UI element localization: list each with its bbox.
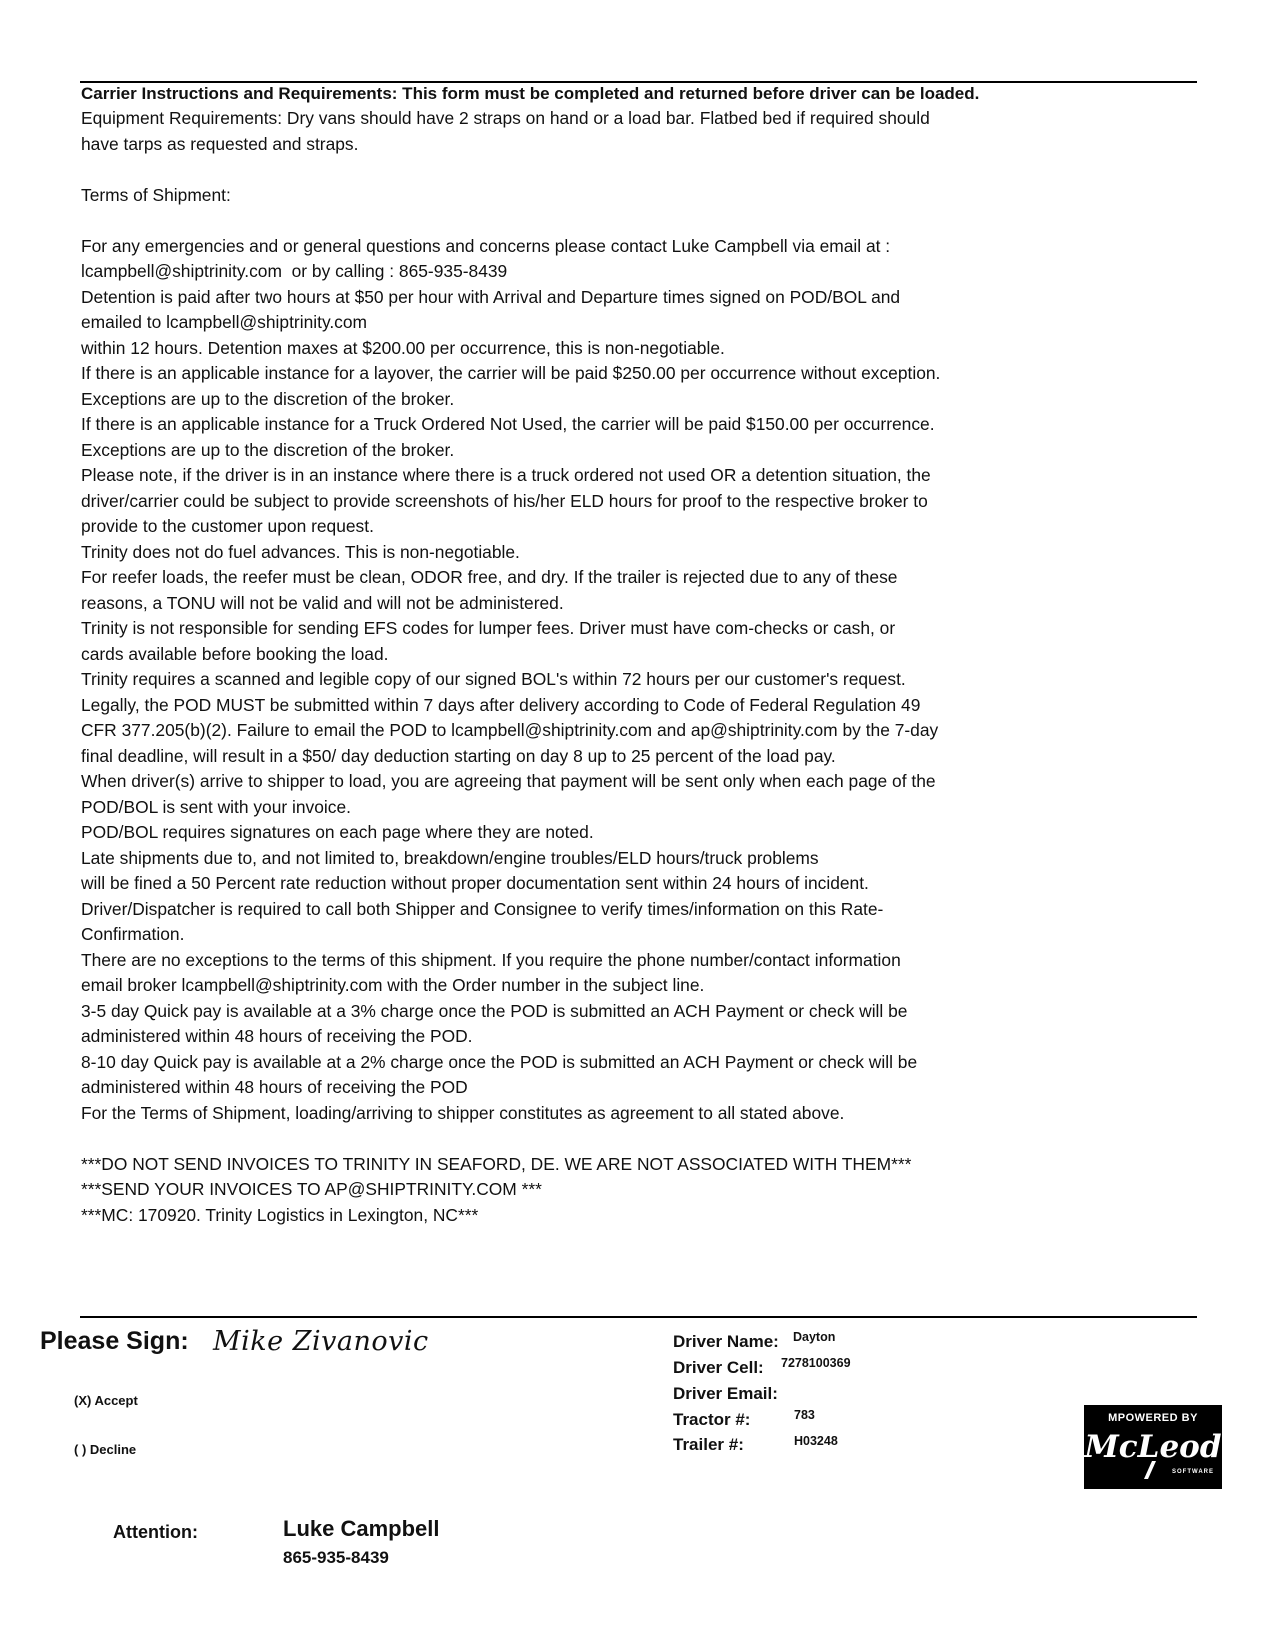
terms-line: lcampbell@shiptrinity.com or by calling : 865-935-8439 [81,261,508,281]
terms-line: CFR 377.205(b)(2). Failure to email the POD to lcampbell@shiptrinity.com and ap@shiptrinity.com by the 7-day [81,720,939,740]
terms-line: Exceptions are up to the discretion of the broker. [81,439,455,460]
terms-line: 3-5 day Quick pay is available at a 3% charge once the POD is submitted an ACH Payment or check will be [81,1000,908,1021]
terms-line: reasons, a TONU will not be valid and will not be administered. [81,592,564,613]
terms-line: POD/BOL requires signatures on each page where they are noted. [81,822,594,842]
driver-name-label: Driver Name: [673,1332,779,1351]
terms-line: within 12 hours. Detention maxes at $200.00 per occurrence, this is non-negotiable. [81,337,725,358]
decline-option[interactable]: ( ) Decline [74,1442,137,1457]
terms-line: cards available before booking the load. [81,643,389,664]
mcleod-logo [1084,1405,1222,1489]
terms-line [81,1126,1201,1152]
logo-powered-by: MPOWERED BY [1108,1412,1198,1424]
accept-option[interactable]: (X) Accept [74,1393,138,1408]
trailer-value: H03248 [794,1434,838,1448]
terms-line: driver/carrier could be subject to provide screenshots of his/her ELD hours for proof to the respective broker to [81,490,928,511]
please-sign-label: Please Sign: [40,1327,189,1355]
terms-line: Confirmation. [81,924,185,944]
driver-cell-label: Driver Cell: [673,1358,764,1377]
terms-line: Late shipments due to, and not limited to, breakdown/engine troubles/ELD hours/truck problems [81,847,819,868]
signature-name[interactable]: Mike Zivanovic [213,1326,429,1357]
terms-body [81,106,1201,1228]
attention-name: Luke Campbell [283,1516,440,1541]
terms-line: When driver(s) arrive to shipper to load, you are agreeing that payment will be sent only when each page of the [81,771,936,791]
terms-line: 8-10 day Quick pay is available at a 2% charge once the POD is submitted an ACH Payment or check will be [81,1051,918,1072]
terms-line: Please note, if the driver is in an instance where there is a truck ordered not used OR a detention situation, the [81,465,931,485]
driver-name-value: Dayton [793,1330,836,1344]
signature-divider [80,1316,1197,1318]
terms-line: POD/BOL is sent with your invoice. [81,796,351,817]
terms-line [81,157,1201,183]
terms-line: ***SEND YOUR INVOICES TO AP@SHIPTRINITY.COM *** [81,1179,542,1199]
driver-email-label: Driver Email: [673,1384,778,1403]
terms-line: Exceptions are up to the discretion of the broker. [81,388,455,409]
terms-line: administered within 48 hours of receiving the POD [81,1077,468,1097]
terms-line: For any emergencies and or general questions and concerns please contact Luke Campbell via email at : [81,235,891,256]
terms-line: Terms of Shipment: [81,184,231,205]
terms-line: Equipment Requirements: Dry vans should have 2 straps on hand or a load bar. Flatbed bed if required should [81,108,930,128]
terms-line: ***DO NOT SEND INVOICES TO TRINITY IN SEAFORD, DE. WE ARE NOT ASSOCIATED WITH THEM*** [81,1153,912,1174]
terms-line: Trinity requires a scanned and legible copy of our signed BOL's within 72 hours per our customer's request. [81,669,906,689]
terms-line [81,208,1201,234]
terms-line: final deadline, will result in a $50/ day deduction starting on day 8 up to 25 percent of the load pay. [81,745,836,766]
terms-line: administered within 48 hours of receiving the POD. [81,1026,473,1046]
terms-line: Trinity is not responsible for sending EFS codes for lumper fees. Driver must have com-checks or cash, or [81,618,896,638]
terms-line: ***MC: 170920. Trinity Logistics in Lexington, NC*** [81,1204,479,1225]
terms-line: For the Terms of Shipment, loading/arriving to shipper constitutes as agreement to all stated above. [81,1102,845,1123]
logo-slash-icon [1144,1461,1156,1479]
terms-line: Legally, the POD MUST be submitted within 7 days after delivery according to Code of Federal Regulation 49 [81,694,921,715]
logo-software: SOFTWARE [1172,1469,1214,1475]
terms-line: For reefer loads, the reefer must be clean, ODOR free, and dry. If the trailer is rejected due to any of these [81,567,898,587]
trailer-label: Trailer #: [673,1435,744,1454]
terms-line: If there is an applicable instance for a Truck Ordered Not Used, the carrier will be paid $150.00 per occurrence. [81,414,935,434]
terms-line: will be fined a 50 Percent rate reduction without proper documentation sent within 24 hours of incident. [81,873,869,893]
carrier-instructions-heading: Carrier Instructions and Requirements: This form must be completed and returned before driver can be loaded. [81,84,980,103]
terms-line: email broker lcampbell@shiptrinity.com with the Order number in the subject line. [81,975,705,995]
attention-phone: 865-935-8439 [283,1548,389,1567]
tractor-label: Tractor #: [673,1410,751,1429]
terms-line: There are no exceptions to the terms of this shipment. If you require the phone number/contact information [81,949,901,970]
terms-line: emailed to lcampbell@shiptrinity.com [81,312,368,332]
terms-line: provide to the customer upon request. [81,516,374,536]
logo-brand: McLeod [1084,1429,1222,1465]
terms-line: have tarps as requested and straps. [81,133,359,154]
attention-label: Attention: [113,1522,198,1542]
terms-line: Detention is paid after two hours at $50 per hour with Arrival and Departure times signed on POD/BOL and [81,286,901,307]
terms-line: Trinity does not do fuel advances. This is non-negotiable. [81,541,520,562]
terms-line: If there is an applicable instance for a layover, the carrier will be paid $250.00 per occurrence without exception. [81,363,941,383]
terms-line: Driver/Dispatcher is required to call both Shipper and Consignee to verify times/information on this Rate- [81,898,884,919]
tractor-value: 783 [794,1408,815,1422]
driver-cell-value: 7278100369 [781,1356,851,1370]
